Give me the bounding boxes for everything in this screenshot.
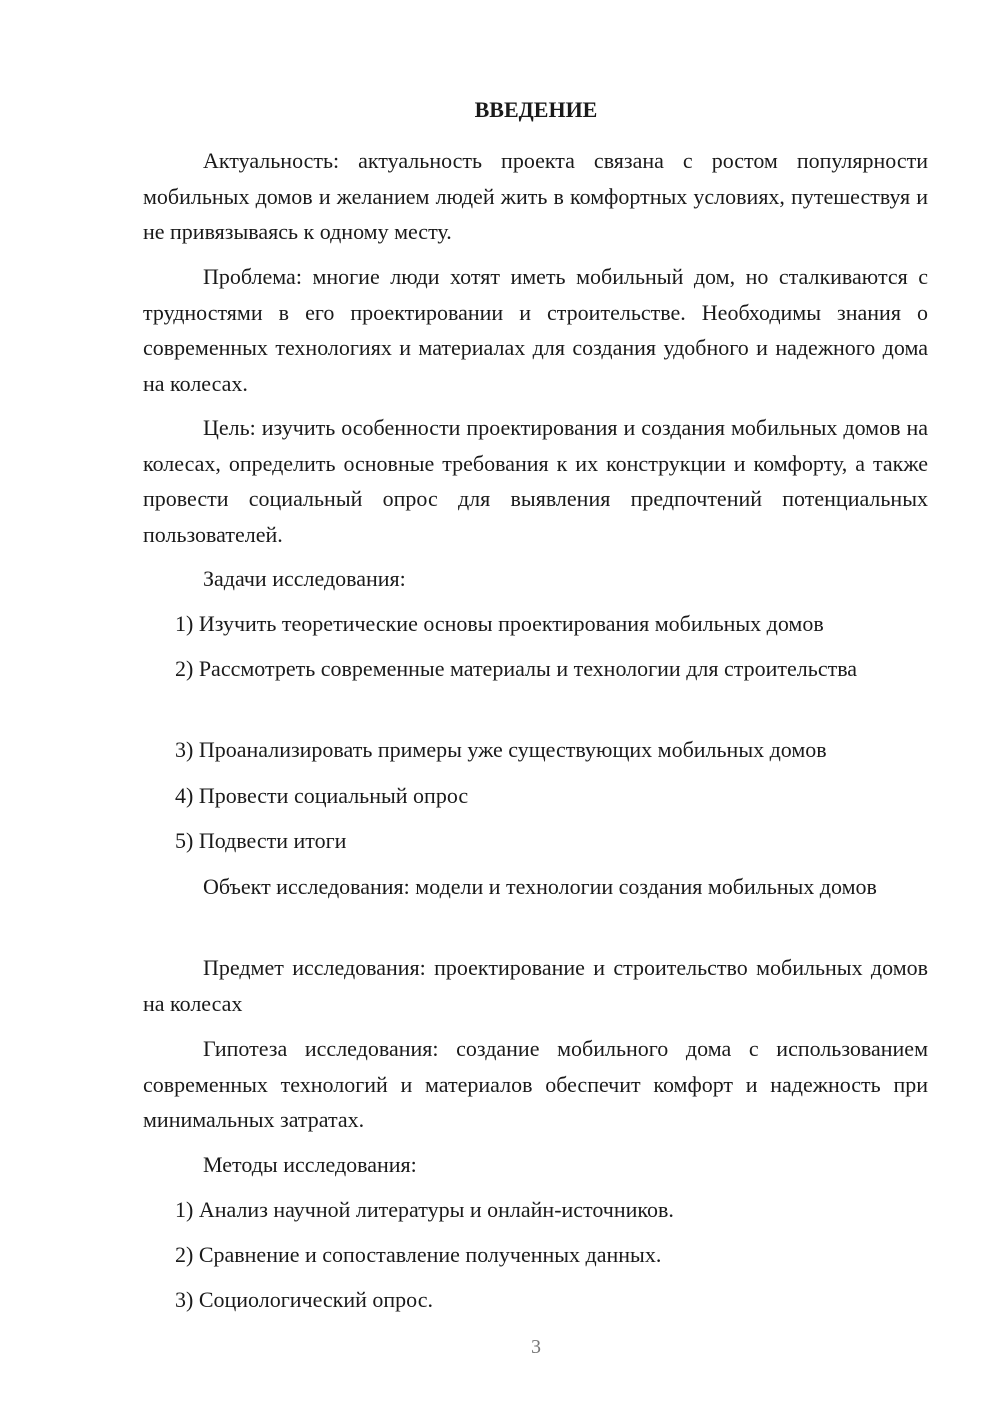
list-item-method: 3) Социологический опрос.: [175, 1287, 433, 1312]
paragraph-object: Объект исследования: модели и технологии создания мобильных домов: [203, 874, 877, 899]
methods-heading: Методы исследования:: [203, 1152, 417, 1177]
list-item-method: 2) Сравнение и сопоставление полученных данных.: [175, 1242, 662, 1267]
paragraph-relevance: Актуальность: актуальность проекта связана с ростом популярности мобильных домов и желанием людей жить в комфортных условиях, путешествуя и не привязываясь к одному месту.: [143, 148, 928, 244]
list-item-task: 2) Рассмотреть современные материалы и технологии для строительства: [175, 656, 858, 681]
page-number: 3: [531, 1336, 541, 1358]
list-item-task: 1) Изучить теоретические основы проектирования мобильных домов: [175, 611, 824, 636]
paragraph-hypothesis: Гипотеза исследования: создание мобильного дома с использованием современных технологий и материалов обеспечит комфорт и надежность при минимальных затратах.: [143, 1036, 928, 1132]
paragraph-subject: Предмет исследования: проектирование и строительство мобильных домов на колесах: [143, 955, 928, 1016]
paragraph-problem: Проблема: многие люди хотят иметь мобильный дом, но сталкиваются с трудностями в его проектировании и строительстве. Необходимы знания о современных технологиях и материалах для создания удобного и надежного дома на колесах.: [143, 264, 928, 396]
paragraph-goal: Цель: изучить особенности проектирования и создания мобильных домов на колесах, определить основные требования к их конструкции и комфорту, а также провести социальный опрос для выявления предпочтений потенциальных пользователей.: [143, 415, 928, 547]
list-item-method: 1) Анализ научной литературы и онлайн-источников.: [175, 1197, 674, 1222]
tasks-heading: Задачи исследования:: [203, 566, 406, 591]
list-item-task: 3) Проанализировать примеры уже существующих мобильных домов: [175, 737, 827, 762]
page-title: ВВЕДЕНИЕ: [474, 97, 598, 122]
list-item-task: 4) Провести социальный опрос: [175, 783, 469, 808]
list-item-task: 5) Подвести итоги: [175, 828, 347, 853]
